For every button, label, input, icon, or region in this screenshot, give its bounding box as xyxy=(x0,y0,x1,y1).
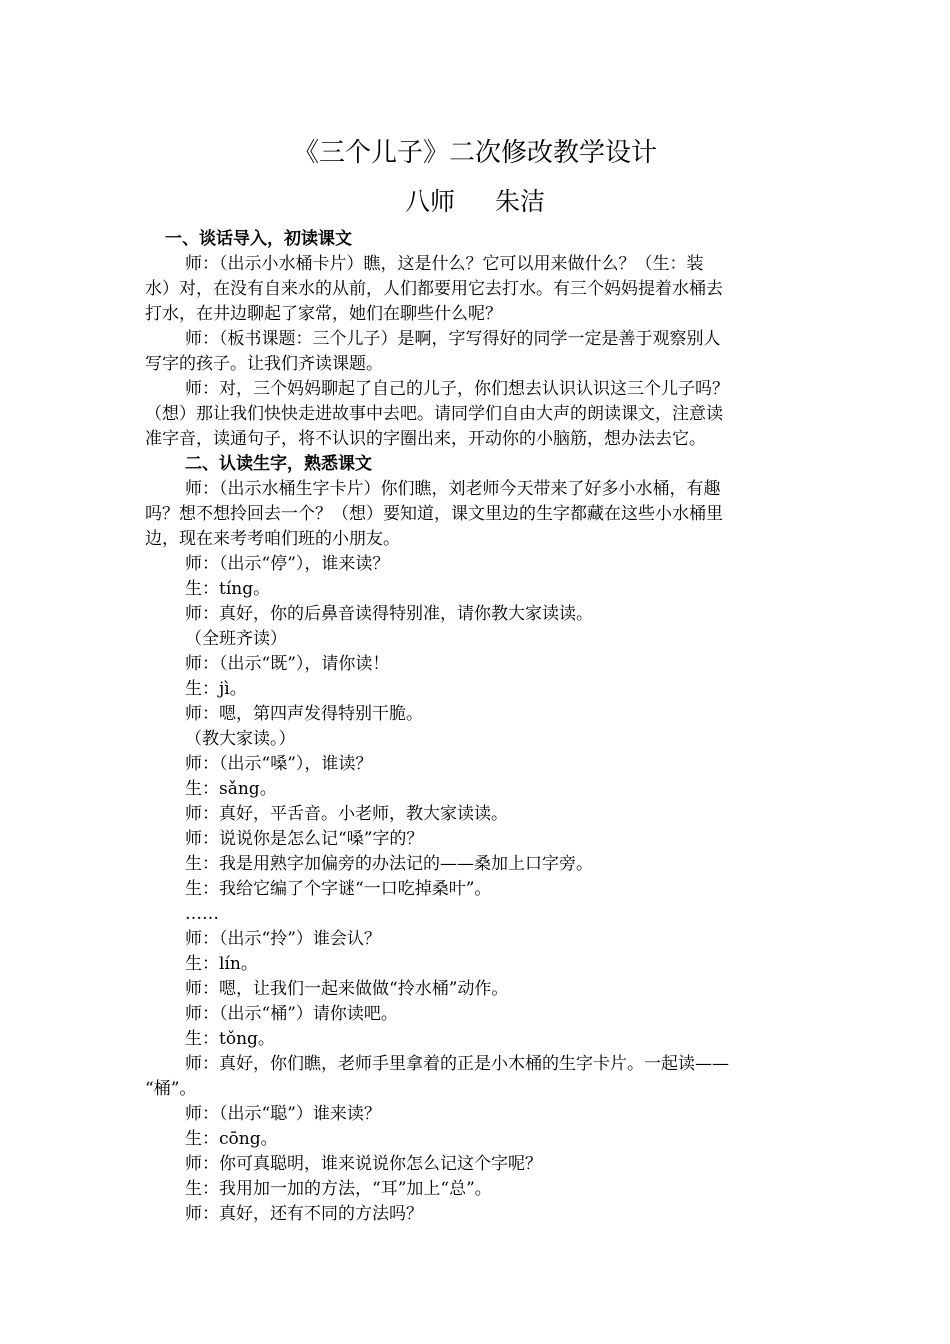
dialogue-line: 师：（出示“桶”）请你读吧。 xyxy=(185,1004,398,1024)
paragraph-line: 写字的孩子。让我们齐读课题。 xyxy=(145,354,383,374)
section-heading: 二、认读生字，熟悉课文 xyxy=(185,454,372,474)
dialogue-line: 师：（出示“聪”）谁来读？ xyxy=(185,1104,381,1124)
paragraph-line: 师：（板书课题：三个儿子）是啊，字写得好的同学一定是善于观察别人 xyxy=(185,329,721,349)
dialogue-line: 师：（出示“停”），谁来读？ xyxy=(185,554,390,574)
dialogue-line: 师：嗯，让我们一起来做做“拎水桶”动作。 xyxy=(185,979,509,999)
paragraph-line: 水）对，在没有自来水的从前，人们都要用它去打水。有三个妈妈提着水桶去 xyxy=(145,279,723,299)
dialogue-line: 师：说说你是怎么记“嗓”字的？ xyxy=(185,829,424,849)
dialogue-line: 生：jì。 xyxy=(185,679,247,699)
paragraph-line: （想）那让我们快快走进故事中去吧。请同学们自由大声的朗读课文，注意读 xyxy=(145,404,723,424)
dialogue-line: 生：tǒng。 xyxy=(185,1029,275,1049)
dialogue-line: （教大家读。） xyxy=(185,729,296,749)
dialogue-line: “桶”。 xyxy=(145,1079,197,1099)
paragraph-line: 吗？想不想拎回去一个？（想）要知道，课文里边的生字都藏在这些小水桶里 xyxy=(145,504,723,524)
dialogue-line: （全班齐读） xyxy=(185,629,287,649)
document-title: 《三个儿子》二次修改教学设计 xyxy=(292,138,657,168)
author-class: 八师 xyxy=(404,187,455,216)
paragraph-line: 师：（出示水桶生字卡片）你们瞧，刘老师今天带来了好多小水桶，有趣 xyxy=(185,479,721,499)
dialogue-line: 师：（出示“拎”）谁会认？ xyxy=(185,929,381,949)
document-body xyxy=(145,227,800,1227)
paragraph-line: 师：（出示小水桶卡片）瞧，这是什么？它可以用来做什么？（生：装 xyxy=(185,254,704,274)
author-line xyxy=(0,182,950,222)
dialogue-line: 师：嗯，第四声发得特别干脆。 xyxy=(185,704,423,724)
dialogue-line: 师：你可真聪明，谁来说说你怎么记这个字呢？ xyxy=(185,1154,542,1174)
dialogue-line: 师：真好，你们瞧，老师手里拿着的正是小木桶的生字卡片。一起读—— xyxy=(185,1054,729,1074)
dialogue-line: 生：lín。 xyxy=(185,954,258,974)
dialogue-line: 生：我用加一加的方法，“耳”加上“总”。 xyxy=(185,1179,492,1199)
dialogue-line: 生：tíng。 xyxy=(185,579,271,599)
dialogue-line: 生：我给它编了个字谜“一口吃掉桑叶”。 xyxy=(185,879,492,899)
paragraph-line: 边，现在来考考咱们班的小朋友。 xyxy=(145,529,400,549)
dialogue-line: 师：真好，你的后鼻音读得特别准，请你教大家读读。 xyxy=(185,604,593,624)
paragraph-line: 师：对，三个妈妈聊起了自己的儿子，你们想去认识认识这三个儿子吗？ xyxy=(185,379,729,399)
paragraph-line: 准字音，读通句子，将不认识的字圈出来，开动你的小脑筋，想办法去它。 xyxy=(145,429,706,449)
dialogue-line: 师：（出示“既”），请你读！ xyxy=(185,654,390,674)
section-heading: 一、谈话导入，初读课文 xyxy=(165,229,352,249)
ellipsis-line: …… xyxy=(185,904,219,924)
author-name: 朱洁 xyxy=(495,187,546,216)
dialogue-line: 师：真好，平舌音。小老师，教大家读读。 xyxy=(185,804,508,824)
dialogue-line: 生：cōng。 xyxy=(185,1129,278,1149)
paragraph-line: 打水，在井边聊起了家常，她们在聊些什么呢？ xyxy=(145,304,502,324)
dialogue-line: 生：sǎng。 xyxy=(185,779,277,799)
dialogue-line: 师：（出示“嗓”），谁读？ xyxy=(185,754,373,774)
dialogue-line: 生：我是用熟字加偏旁的办法记的——桑加上口字旁。 xyxy=(185,854,593,874)
dialogue-line: 师：真好，还有不同的方法吗？ xyxy=(185,1204,423,1224)
